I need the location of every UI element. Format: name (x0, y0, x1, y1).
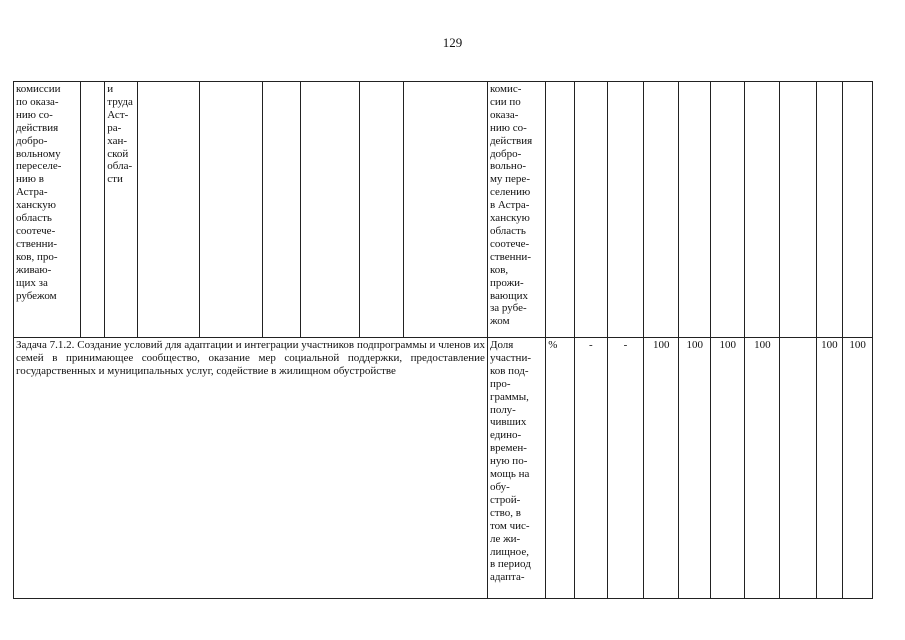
indicator-line: действия (489, 134, 533, 147)
indicator-line: граммы, (489, 390, 529, 403)
indicator-line: соотече- (489, 237, 530, 250)
executor-line: и (107, 83, 114, 95)
executor-line: труда (107, 95, 133, 108)
indicator-line: обу- (489, 480, 510, 493)
indicator-line: в Астра- (489, 199, 530, 212)
indicator-line: оказа- (489, 108, 519, 121)
executor-line: ра- (107, 121, 122, 134)
value-cell: - (607, 338, 643, 599)
indicator-line: ле жи- (489, 532, 521, 545)
measure-name-line: область (16, 212, 52, 225)
indicator-line: строй- (489, 493, 521, 506)
executor-line: обла- (107, 160, 133, 173)
unit-cell: % (546, 338, 575, 599)
measure-name-line: вольному (16, 147, 61, 160)
indicator-line: ственни- (489, 250, 531, 263)
page-number: 129 (442, 35, 463, 50)
empty-cell (81, 82, 105, 338)
value-cell: 100 (843, 338, 873, 599)
value-cell: 100 (679, 338, 711, 599)
executor-cell (105, 82, 138, 338)
indicator-line: ков, (489, 263, 509, 276)
indicator-line: в период (489, 558, 531, 571)
measure-name-line: переселе- (16, 160, 62, 173)
task-cell: Задача 7.1.2. Создание условий для адаптации и интеграции участников подпрограммы и членов их семей в принимающее сообщество, оказание мер социальной поддержки, предоставление государственных и муниципальных услуг, содействие в жилищном обустройстве (14, 338, 488, 599)
executor-line: сти (107, 173, 123, 186)
indicator-line: ков под- (489, 364, 529, 377)
indicator-line: участни- (489, 351, 531, 364)
indicator-line: селению (489, 186, 531, 199)
indicator-line: времен- (489, 442, 527, 455)
measure-name-line: ков, про- (16, 250, 58, 263)
indicator-line: прожи- (489, 276, 524, 289)
empty-cell (607, 82, 643, 338)
table-row (14, 82, 873, 338)
empty-cell (199, 82, 262, 338)
measure-name-line: щих за (16, 276, 48, 289)
program-table (13, 81, 873, 599)
empty-cell (546, 82, 575, 338)
executor-line: ской (107, 147, 129, 160)
measure-name-line: Астра- (16, 186, 48, 199)
empty-cell (816, 82, 842, 338)
measure-name-line: соотече- (16, 224, 56, 237)
empty-cell (843, 82, 873, 338)
table-row (14, 338, 873, 599)
value-cell: 100 (644, 338, 679, 599)
measure-name-line: по оказа- (16, 95, 59, 108)
indicator-line: нию со- (489, 121, 527, 134)
indicator-line: за рубе- (489, 302, 527, 315)
empty-cell (745, 82, 780, 338)
indicator-line: ханскую (489, 212, 530, 225)
indicator-line: про- (489, 377, 511, 390)
indicator-line: чивших (489, 416, 527, 429)
value-cell: 100 (745, 338, 780, 599)
indicator-line: добро- (489, 147, 522, 160)
measure-name-line: нию со- (16, 108, 53, 121)
empty-cell (780, 338, 816, 599)
empty-cell (780, 82, 816, 338)
indicator-line: жом (489, 315, 510, 328)
empty-cell (301, 82, 360, 338)
indicator-line: том чис- (489, 519, 530, 532)
indicator-line: ную по- (489, 455, 528, 468)
measure-name-line: ханскую (16, 199, 56, 212)
empty-cell (644, 82, 679, 338)
indicator-line: комис- (489, 83, 522, 95)
measure-name-line: нию в (16, 173, 44, 186)
empty-cell (262, 82, 300, 338)
empty-cell (711, 82, 745, 338)
empty-cell (360, 82, 404, 338)
indicator-line: сии по (489, 95, 521, 108)
value-cell: 100 (711, 338, 745, 599)
measure-name-line: добро- (16, 134, 48, 147)
indicator-line: ство, в (489, 506, 521, 519)
indicator-line: область (489, 224, 526, 237)
indicator-line: му пере- (489, 173, 530, 186)
value-cell: - (574, 338, 607, 599)
measure-name-line: рубежом (16, 289, 57, 302)
empty-cell (138, 82, 200, 338)
indicator-line: вольно- (489, 160, 526, 173)
indicator-line: Доля (489, 339, 514, 351)
indicator-cell (487, 338, 545, 599)
indicator-line: полу- (489, 403, 516, 416)
measure-name-line: действия (16, 121, 59, 134)
executor-line: хан- (107, 134, 128, 147)
measure-name-cell (14, 82, 81, 338)
indicator-line: вающих (489, 289, 528, 302)
executor-line: Аст- (107, 108, 129, 121)
measure-name-line: комиссии (16, 83, 61, 95)
indicator-line: едино- (489, 429, 522, 442)
empty-cell (679, 82, 711, 338)
indicator-line: мощь на (489, 468, 530, 481)
indicator-line: адапта- (489, 571, 525, 584)
value-cell: 100 (816, 338, 842, 599)
empty-cell (404, 82, 488, 338)
measure-name-line: живаю- (16, 263, 52, 276)
indicator-cell (487, 82, 545, 338)
empty-cell (574, 82, 607, 338)
measure-name-line: ственни- (16, 237, 58, 250)
indicator-line: лищное, (489, 545, 529, 558)
